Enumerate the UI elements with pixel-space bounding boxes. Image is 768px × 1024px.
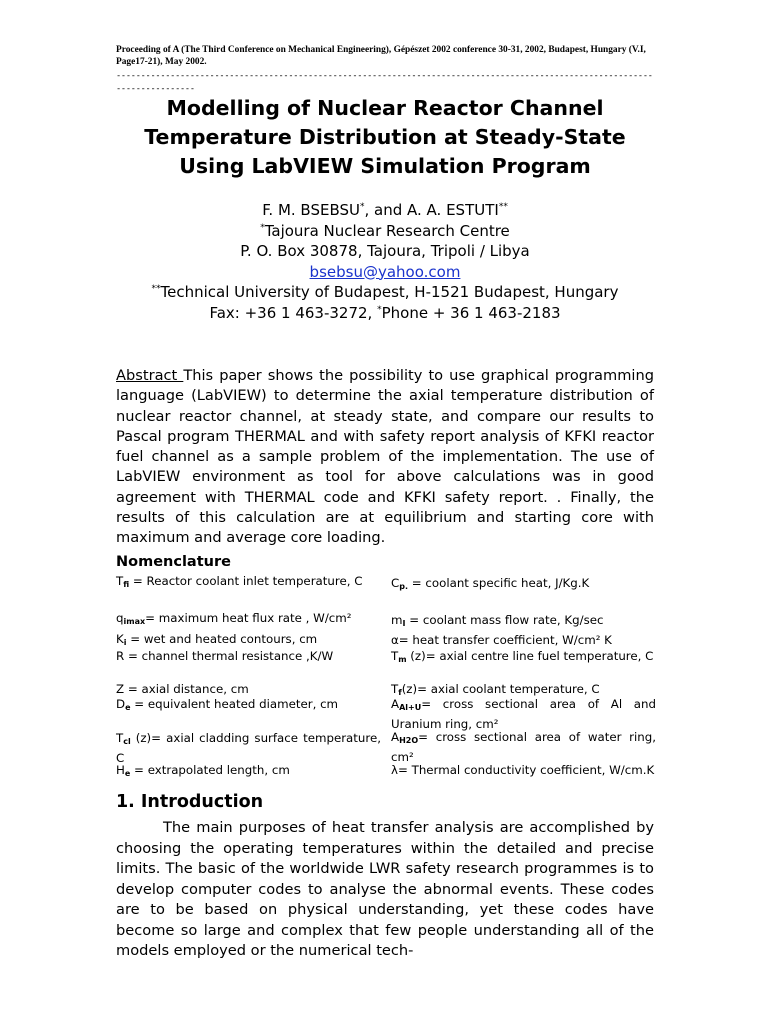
nomenclature-item: α= heat transfer coefficient, W/cm² K (391, 633, 612, 647)
abstract-label: Abstract (116, 367, 184, 384)
affiliation-1 (116, 221, 654, 242)
author-1: F. M. BSEBSU (262, 201, 360, 219)
nomenclature-item: $A_{H2O}=$ cross sectional area of water ring, cm² (391, 730, 656, 764)
fax-number: Fax: +36 1 463-3272, (209, 303, 378, 322)
nomenclature-item: $T_{fi}$ = Reactor coolant inlet temperature, C (116, 574, 363, 589)
affiliation-2 (116, 282, 654, 303)
abstract-text: This paper shows the possibility to use graphical programming language (LabVIEW) to determine the axial temperature distribution of nuclear reactor channel, at steady state, and compare our results to Pascal program THERMAL and with safety report analysis of KFKI reactor fuel channel as a sample problem of the implementation. The use of LabVIEW environment as tool for above calculations was in good agreement with THERMAL code and KFKI safety report. . Finally, the results of this calculation are at equilibrium and starting core with maximum and average core loading. (116, 367, 654, 547)
nomenclature-item: $K_i$ = wet and heated contours, cm (116, 632, 318, 647)
affiliation-2-text: Technical University of Budapest, H-1521 Budapest, Hungary (160, 283, 619, 301)
introduction-heading: 1. Introduction (116, 792, 264, 812)
nomenclature-heading: Nomenclature (116, 554, 231, 570)
nomenclature-item: λ= Thermal conductivity coefficient, W/cm.K (391, 763, 655, 777)
nomenclature-item: Z = axial distance, cm (116, 682, 249, 696)
postal-address: P. O. Box 30878, Tajoura, Tripoli / Libya (240, 242, 530, 260)
author-1-mark: * (359, 202, 365, 212)
phone-number: Phone + 36 1 463-2183 (381, 303, 561, 322)
proceeding-reference: Proceeding of A (The Third Conference on Mechanical Engineering), Gépészet 2002 conference 30-31, 2002, Budapest, Hungary (V.I, Page17-21), May 2002. (116, 45, 646, 67)
nomenclature-item: $T_m$ (z)= axial centre line fuel temperature, C (391, 649, 654, 664)
author-names (116, 200, 654, 221)
author-2-mark: ** (498, 202, 508, 212)
contact-numbers (116, 303, 654, 324)
nomenclature-item: $H_e$ = extrapolated length, cm (116, 763, 290, 778)
nomenclature-item: R = channel thermal resistance ,K/W (116, 649, 334, 663)
nomenclature-item: $T_{cl}$ (z)= axial cladding surface temperature, C (116, 731, 381, 765)
nomenclature-item: $A_{Al+U}=$ cross sectional area of Al and Uranium ring, cm² (391, 697, 656, 731)
affiliation-1-mark: * (260, 222, 265, 233)
header-rule: ----------------------------------------------------------------------------------------------------------------------------- (116, 71, 653, 94)
abstract (116, 366, 654, 549)
phone-mark: * (377, 304, 382, 315)
nomenclature-item: $q_{imax}=$ maximum heat flux rate , W/cm² (116, 611, 352, 626)
paper-title: Modelling of Nuclear Reactor Channel Temperature Distribution at Steady-State Using LabVIEW Simulation Program (144, 96, 626, 178)
affiliation-1-text: Tajoura Nuclear Research Centre (264, 221, 510, 240)
author-2: , and A. A. ESTUTI (364, 201, 499, 219)
author-block (116, 200, 654, 323)
nomenclature-item: $D_e$ = equivalent heated diameter, cm (116, 697, 339, 712)
affiliation-2-mark: ** (151, 284, 161, 294)
nomenclature-item: $m_I$ = coolant mass flow rate, Kg/sec (391, 613, 604, 628)
nomenclature-item: $C_{p.}$ = coolant specific heat, J/Kg.K (391, 576, 590, 591)
introduction-text: The main purposes of heat transfer analysis are accomplished by choosing the operating temperatures within the detailed and precise limits. The basic of the worldwide LWR safety research programmes is to develop computer codes to analyse the abnormal events. These codes are to be based on physical understanding, yet these codes have become so large and complex that few people understanding all of the models employed or the numerical tech- (116, 819, 654, 959)
nomenclature-item: $T_f(z)=$ axial coolant temperature, C (391, 682, 600, 697)
email-link[interactable]: bsebsu@yahoo.com (309, 262, 461, 281)
